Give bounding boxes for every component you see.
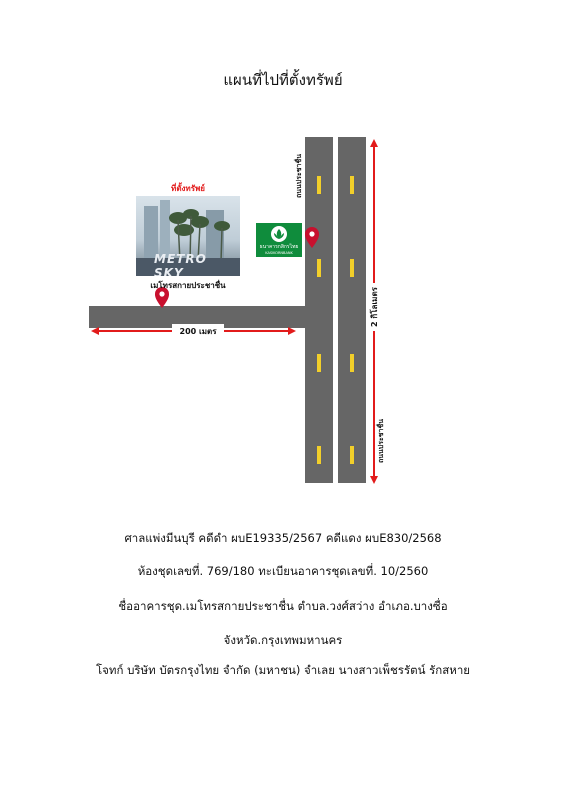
unit-info-line: ห้องชุดเลขที่. 769/180 ทะเบียนอาคารชุดเลขที่. 10/2560 [137, 564, 429, 578]
building-info-line: ชื่ออาคารชุด.เมโทรสกายประชาชื่น ตำบล.วงศ์สว่าง อำเภอ.บางซื่อ [118, 599, 448, 613]
lane-marking [317, 176, 321, 194]
lane-marking [317, 259, 321, 277]
bank-name-english: KASIKORNBANK [265, 251, 293, 255]
building-photo [136, 196, 240, 276]
bank-logo-icon [271, 226, 287, 242]
building-name-label: เมโทรสกายประชาชื่น [150, 281, 226, 290]
property-caption: ที่ตั้งทรัพย์ [171, 184, 205, 193]
building-sign: METRO SKY [154, 252, 207, 276]
province-info-line: จังหวัด.กรุงเทพมหานคร [223, 633, 343, 647]
lane-marking [317, 446, 321, 464]
case-info-line: ศาลแพ่งมีนบุรี คดีดำ ผบE19335/2567 คดีแดง ผบE830/2568 [124, 531, 442, 545]
lane-marking [350, 354, 354, 372]
distance-label-vertical: 2 กิโลเมตร [370, 287, 379, 327]
bank-name-label [256, 244, 302, 256]
road-label-top: ถนนประชาชื่น [295, 154, 303, 198]
parties-info-line: โจทก์ บริษัท บัตรกรุงไทย จำกัด (มหาชน) จำเลย นางสาวเพ็ชรรัตน์ รักสหาย [95, 663, 471, 677]
lane-marking [350, 446, 354, 464]
lane-marking [350, 176, 354, 194]
road-label-bottom: ถนนประชาชื่น [377, 419, 385, 463]
page-title: แผนที่ไปที่ตั้งทรัพย์ [223, 71, 343, 89]
bank-landmark [256, 223, 302, 257]
lane-marking [350, 259, 354, 277]
property-photo-block [136, 182, 240, 292]
distance-label-horizontal: 200 เมตร [179, 327, 217, 336]
lane-marking [317, 354, 321, 372]
bank-name-thai: ธนาคารกสิกรไทย [259, 244, 299, 250]
